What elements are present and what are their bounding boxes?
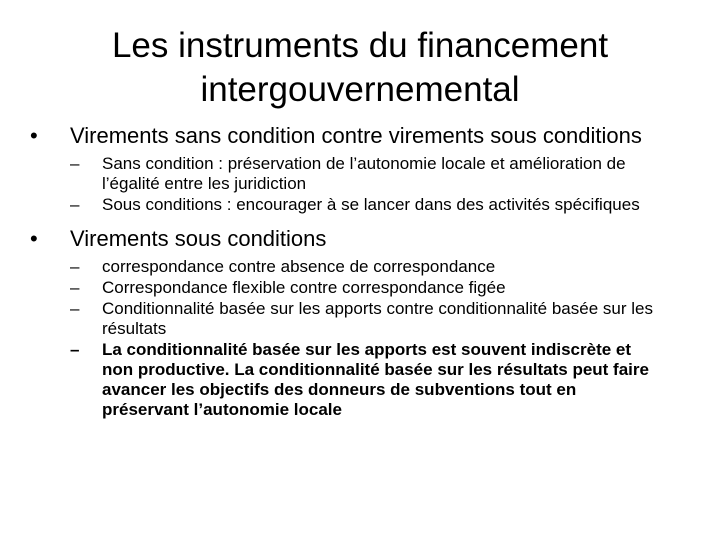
dash-glyph: – bbox=[70, 154, 80, 173]
slide-content bbox=[30, 124, 680, 432]
sub-item bbox=[30, 278, 662, 298]
sub-item-emphasized bbox=[30, 340, 662, 420]
sub-item bbox=[30, 154, 662, 194]
sub-item-text: Conditionnalité basée sur les apports contre conditionnalité basée sur les résultats bbox=[102, 299, 653, 338]
dash-glyph: – bbox=[70, 278, 80, 297]
bullet-text: Virements sous conditions bbox=[70, 226, 327, 251]
bullet-item bbox=[30, 124, 680, 148]
bullet-glyph: • bbox=[30, 123, 38, 148]
sub-item bbox=[30, 257, 662, 277]
bullet-item bbox=[30, 227, 680, 251]
sub-list bbox=[30, 154, 680, 215]
sub-item-text: correspondance contre absence de correspondance bbox=[102, 257, 496, 276]
sub-list bbox=[30, 257, 680, 420]
sub-item bbox=[30, 195, 662, 215]
dash-glyph: – bbox=[70, 340, 80, 359]
sub-item-text: Sous conditions : encourager à se lancer dans des activités spécifiques bbox=[102, 195, 640, 214]
sub-item-text: Sans condition : préservation de l’autonomie locale et amélioration de l’égalité entre les juridiction bbox=[102, 154, 626, 193]
dash-glyph: – bbox=[70, 195, 80, 214]
slide-title: Les instruments du financement intergouvernemental bbox=[111, 26, 609, 109]
bullet-text: Virements sans condition contre virements sous conditions bbox=[70, 123, 642, 148]
bullet-glyph: • bbox=[30, 226, 38, 251]
dash-glyph: – bbox=[70, 257, 80, 276]
sub-item-text: Correspondance flexible contre correspondance figée bbox=[102, 278, 506, 297]
sub-item bbox=[30, 299, 662, 339]
sub-item-text: La conditionnalité basée sur les apports est souvent indiscrète et non productive. La conditionnalité basée sur les résultats peut faire avancer les objectifs des donneurs de subventions tout en préservant l’autonomie locale bbox=[102, 340, 649, 419]
dash-glyph: – bbox=[70, 299, 80, 318]
